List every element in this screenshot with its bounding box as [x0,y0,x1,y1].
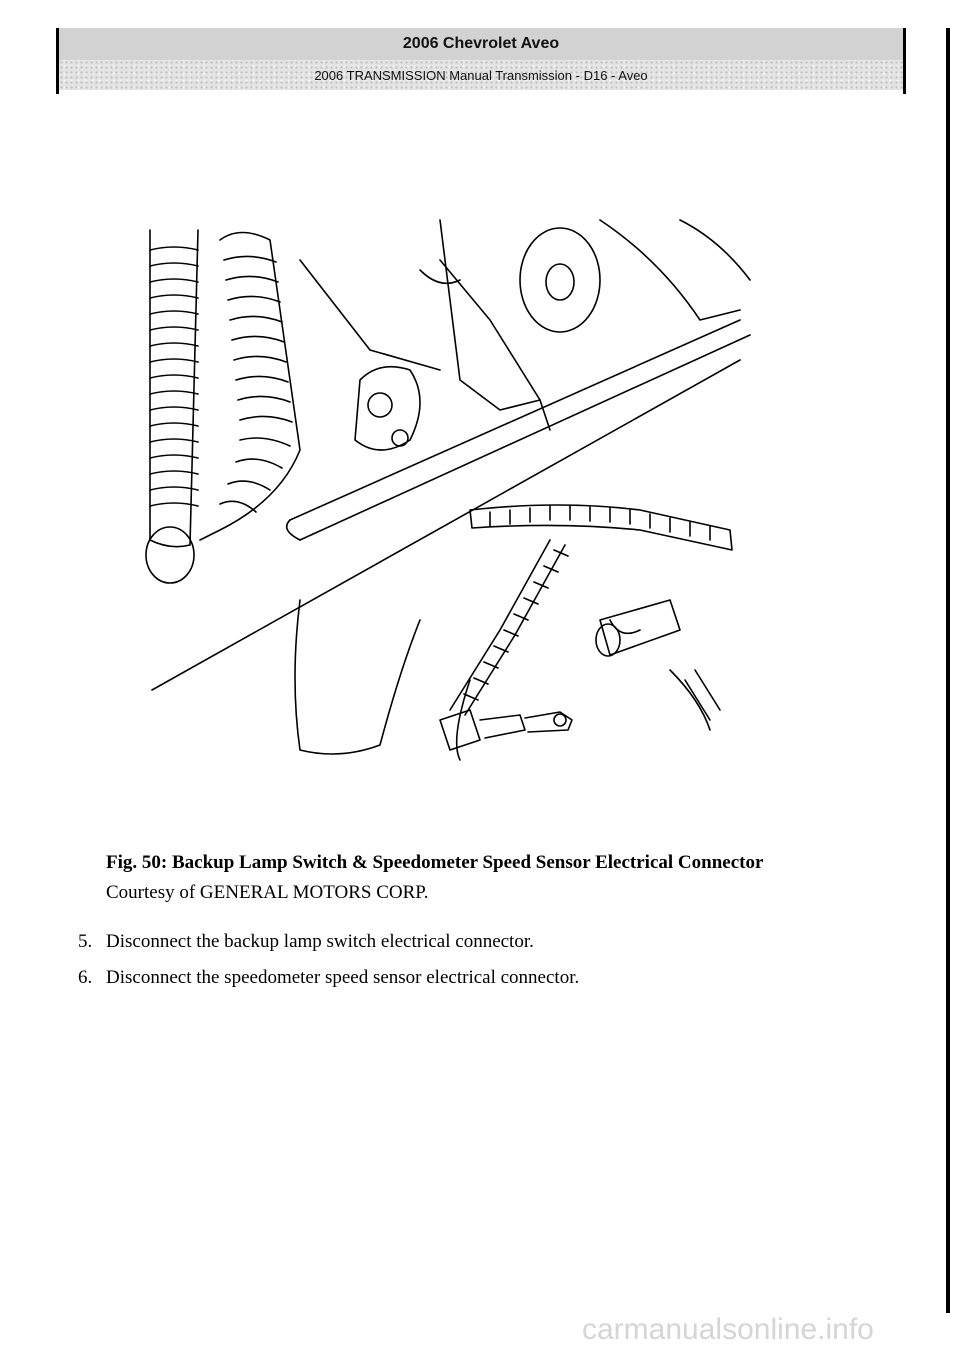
speed-sensor [596,600,720,730]
wiring-harness [450,505,732,715]
section-subtitle: 2006 TRANSMISSION Manual Transmission - D16 - Aveo [59,60,903,90]
figure-title: Fig. 50: Backup Lamp Switch & Speedometer Speed Sensor Electrical Connector [106,852,764,873]
corrugated-hose-left [146,230,198,583]
step-number: 6. [78,967,93,988]
figure-illustration [140,200,780,800]
watermark: carmanualsonline.info [582,1313,874,1346]
vehicle-title: 2006 Chevrolet Aveo [59,28,903,60]
corrugated-hose-right [200,233,300,541]
step-text: Disconnect the backup lamp switch electrical connector. [106,931,534,952]
list-item [78,924,898,960]
page-right-border [946,28,950,1313]
list-item [78,960,898,996]
step-number: 5. [78,931,93,952]
procedure-steps [78,924,898,996]
document-header [56,28,906,94]
figure-credit: Courtesy of GENERAL MOTORS CORP. [106,882,429,903]
figure-caption [106,848,906,908]
step-text: Disconnect the speedometer speed sensor electrical connector. [106,967,580,988]
